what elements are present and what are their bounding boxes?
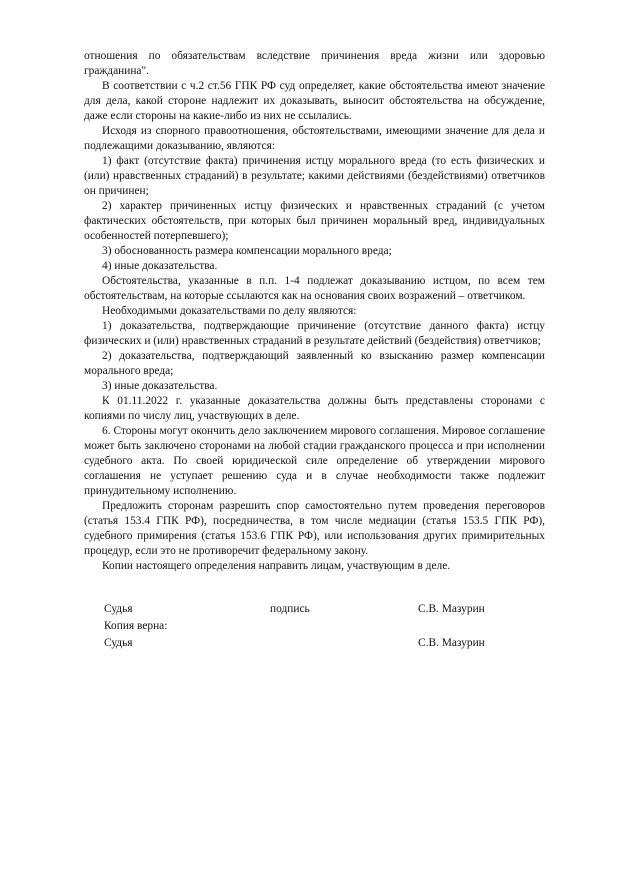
paragraph: 3) иные доказательства.: [102, 380, 218, 392]
paragraph: 2) характер причиненных истцу физических и нравственных страданий (с учетом фактических обстоятельств, при которых был причинен моральный вред, индивидуальных особенностей потерпевшего);: [84, 200, 545, 242]
judge-name: С.В. Мазурин: [418, 603, 485, 615]
paragraph: Предложить сторонам разрешить спор самостоятельно путем проведения переговоров (статья 153.4 ГПК РФ), посредничества, в том числе медиации (статья 153.5 ГПК РФ), судебного примирения (статья 153.6 ГПК РФ), или использования других примирительных процедур, если это не противоречит федеральному закону.: [84, 500, 545, 557]
paragraph: 1) доказательства, подтверждающие причинение (отсутствие данного факта) истцу физических и (или) нравственных страданий в результате действий (бездействия) ответчиков;: [84, 320, 545, 347]
signature-line: [0, 602, 620, 619]
judge-name-2: С.В. Мазурин: [418, 637, 485, 649]
paragraph: 2) доказательства, подтверждающий заявленный ко взысканию размер компенсации морального вреда;: [84, 350, 545, 377]
paragraph: 1) факт (отсутствие факта) причинения истцу морального вреда (то есть физических и (или) нравственных страданий) в результате; какими действиями (бездействиями) ответчиков он причинен;: [84, 155, 545, 197]
document-body: [84, 49, 545, 574]
paragraph: Копии настоящего определения направить лицам, участвующим в деле.: [102, 560, 451, 572]
copy-label: Копия верна:: [104, 620, 168, 632]
paragraph: 6. Стороны могут окончить дело заключением мирового соглашения. Мировое соглашение может быть заключено сторонами на любой стадии гражданского процесса и при исполнении судебного акта. По своей юридической силе определение об утверждении мирового соглашения не уступает решению суда и в случае необходимости также подлежит принудительному исполнению.: [84, 425, 545, 497]
judge-label: Судья: [104, 603, 133, 615]
paragraph: 4) иные доказательства.: [102, 260, 218, 272]
signature-line-2: [0, 636, 620, 653]
paragraph: отношения по обязательствам вследствие причинения вреда жизни или здоровью гражданина".: [84, 50, 545, 77]
copy-certification-line: [0, 619, 620, 636]
signature-placeholder: подпись: [270, 603, 310, 615]
paragraph: Исходя из спорного правоотношения, обстоятельствами, имеющими значение для дела и подлежащими доказыванию, являются:: [84, 125, 545, 152]
judge-label-2: Судья: [104, 637, 133, 649]
paragraph: Необходимыми доказательствами по делу являются:: [102, 305, 357, 317]
paragraph: Обстоятельства, указанные в п.п. 1-4 подлежат доказыванию истцом, по всем тем обстоятельствам, на которые ссылаются как на основания своих возражений – ответчиком.: [84, 275, 545, 302]
paragraph: К 01.11.2022 г. указанные доказательства должны быть представлены сторонами с копиями по числу лиц, участвующих в деле.: [84, 395, 545, 422]
paragraph: 3) обоснованность размера компенсации морального вреда;: [102, 245, 392, 257]
paragraph: В соответствии с ч.2 ст.56 ГПК РФ суд определяет, какие обстоятельства имеют значение для дела, какой стороне надлежит их доказывать, выносит обстоятельства на обсуждение, даже если стороны на какие-либо из них не ссылались.: [84, 80, 545, 122]
